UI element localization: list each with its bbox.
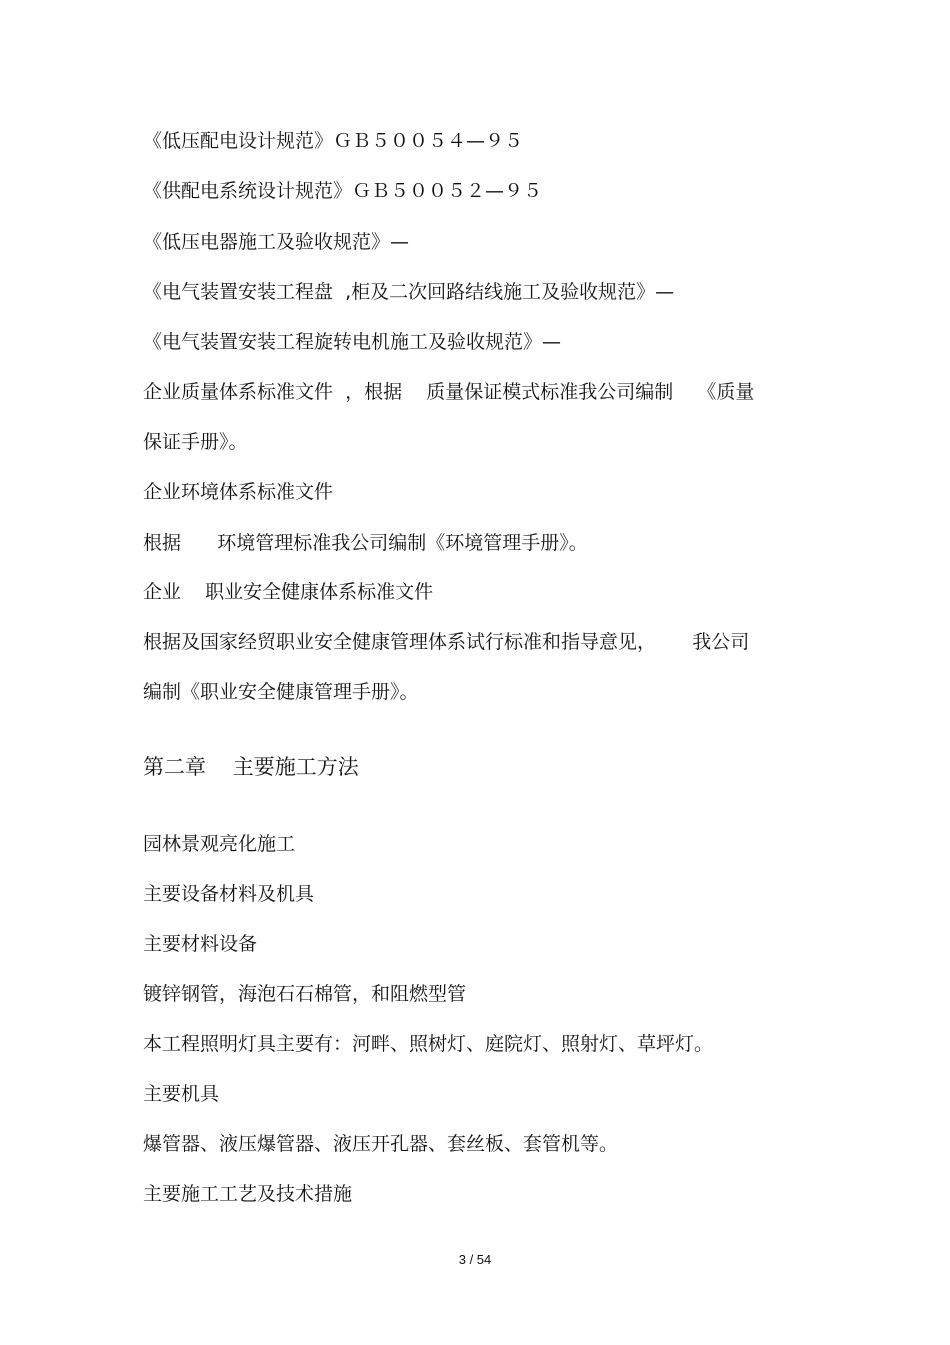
- paragraph-safety-health: 根据及国家经贸职业安全健康管理体系试行标准和指导意见， 我公司: [143, 631, 750, 653]
- paragraph-tools: 爆管器、液压爆管器、液压开孔器、套丝板、套管机等。: [143, 1133, 619, 1155]
- page-number: 3 / 54: [458, 1252, 492, 1267]
- reference-low-voltage-appliance: 《低压电器施工及验收规范》—: [143, 231, 410, 253]
- chapter-title: 第二章 主要施工方法: [143, 755, 359, 779]
- reference-power-supply-design: 《供配电系统设计规范》ＧＢ５００５２—９５: [143, 180, 543, 202]
- section-landscape-lighting: 园林景观亮化施工: [143, 833, 296, 855]
- paragraph-environment-manual: 根据 环境管理标准我公司编制《环境管理手册》。: [143, 532, 588, 554]
- paragraph-quality-system: 企业质量体系标准文件 ，根据 质量保证模式标准我公司编制 《质量: [143, 381, 755, 403]
- heading-safety-health-system: 企业 职业安全健康体系标准文件: [143, 581, 434, 603]
- reference-rotating-motor: 《电气装置安装工程旋转电机施工及验收规范》—: [143, 331, 562, 353]
- reference-panel-cabinet: 《电气装置安装工程盘 ,柜及二次回路结线施工及验收规范》—: [143, 281, 675, 303]
- paragraph-quality-system-cont: 保证手册》。: [143, 431, 248, 453]
- section-equipment-tools: 主要设备材料及机具: [143, 883, 315, 905]
- paragraph-pipes: 镀锌钢管，海泡石石棉管，和阻燃型管: [143, 983, 467, 1005]
- paragraph-safety-health-cont: 编制《职业安全健康管理手册》。: [143, 681, 419, 703]
- section-main-tools: 主要机具: [143, 1083, 220, 1105]
- heading-environment-system: 企业环境体系标准文件: [143, 481, 334, 503]
- reference-low-voltage-design: 《低压配电设计规范》ＧＢ５００５４—９５: [143, 130, 524, 152]
- section-construction-process: 主要施工工艺及技术措施: [143, 1183, 353, 1205]
- section-main-materials: 主要材料设备: [143, 933, 258, 955]
- paragraph-lamps: 本工程照明灯具主要有：河畔、照树灯、庭院灯、照射灯、草坪灯。: [143, 1033, 714, 1055]
